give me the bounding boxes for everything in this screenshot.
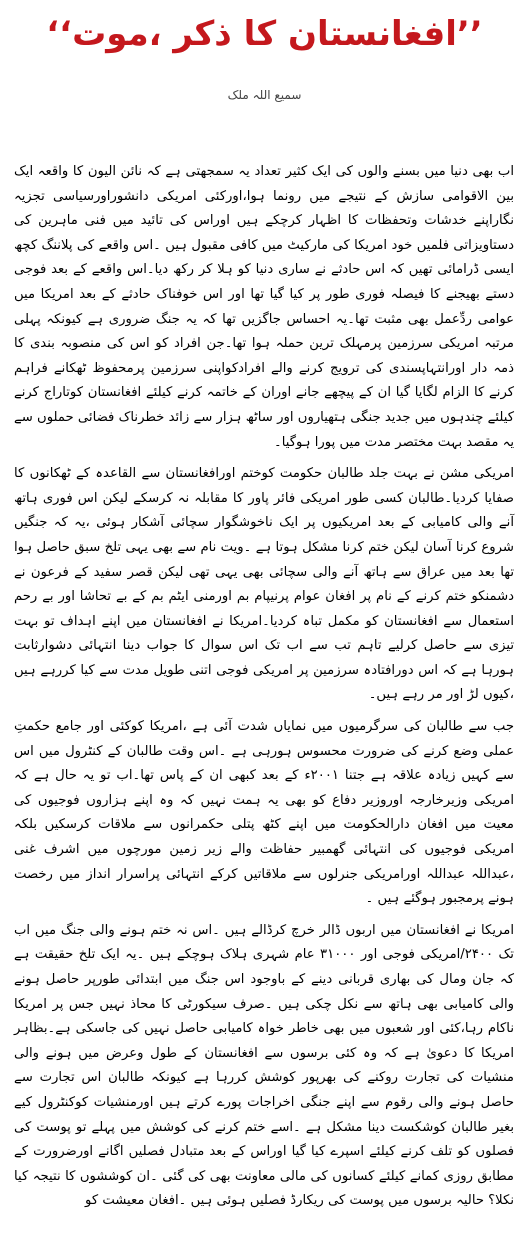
article-paragraph: امریکا نے افغانستان میں اربوں ڈالر خرچ کرڈالے ہیں ۔اس نہ ختم ہونے والی جنگ میں اب تک ۲۴۰۰/امریکی فوجی اور ۳۱۰۰۰ عام شہری ہلاک ہوچکے ہیں ۔یہ ایک تلخ حقیقت ہے کہ جان ومال کی بھاری قربانی دینے کے باوجود اس جنگ میں ابتدائی طورپر حاصل ہونے والی کامیابی بھی ہاتھ سے نکل چکی ہیں ۔صرف سیکورٹی کا محاذ نہیں جس پر امریکا ناکام رہا،کئی اور شعبوں میں بھی خاطر خواہ کامیابی حاصل نہیں کی جاسکی ہے۔بظاہر امریکا کا دعویٰ ہے کہ وہ کئی برسوں سے افغانستان کے طول وعرض میں ہونے والی منشیات کی تجارت روکنے کی بھرپور کوشش کررہا ہے کیونکہ طالبان اس تجارت سے حاصل ہونے والی رقوم سے اپنے جنگی اخراجات پورے کرتے ہیں اورمنشیات کوکنٹرول کیے بغیر طالبان کوشکست دینا مشکل ہے ۔اسے ختم کرنے کی کوشش میں پہلے تو پوست کی فصلوں کو تلف کرنے کیلئے اسپرے کیا گیا اوراس کے بعد متبادل فصلیں اگانے اورضرورت کے مطابق روزی کمانے کیلئے کسانوں کی مالی معاونت بھی کی گئی ۔ان کوششوں کا نتیجہ کیا نکلا؟ حالیہ برسوں میں پوست کی ریکارڈ فصلیں ہوئی ہیں ۔افغان معیشت کو xyxy=(14,922,514,1209)
article-body xyxy=(14,160,514,1221)
article-paragraph: امریکی مشن نے بہت جلد طالبان حکومت کوختم اورافغانستان سے القاعدہ کے ٹھکانوں کا صفایا کردیا۔طالبان کسی طور امریکی فائر پاور کا مقابلہ نہ کرسکے لیکن اس فوری ہاتھ آنے والی کامیابی کے بعد امریکیوں پر ایک ناخوشگوار سچائی آشکار ہوئی ،یہ کہ جنگیں شروع کرنا آسان لیکن ختم کرنا مشکل ہوتا ہے ۔ویت نام سے بھی یہی تلخ سبق حاصل ہوا تھا بعد میں عراق سے ہاتھ آنے والی سچائی بھی یہی تھی لیکن قصر سفید کے فرعون نے دشمنکو ختم کرنے کے نام پر افغان عوام پرنیپام بم اورمنی ایٹم بم کے بے تحاشا اور بے رحم استعمال سے افغانستان کو مکمل تباہ کردیا۔امریکا نے افغانستان میں اپنے اہداف تو بہت تیزی سے حاصل کرلیے تاہم تب سے اب تک اس سوال کا جواب دینا انتہائی دشوارثابت ہورہا ہے کہ اس دورافتادہ سرزمین پر امریکی فوجی اتنی طویل مدت سے کیا کررہے ہیں ،کیوں لڑ اور مر رہے ہیں۔ xyxy=(14,466,514,703)
article-author: سمیع اللہ ملک xyxy=(227,88,302,102)
article-paragraph: جب سے طالبان کی سرگرمیوں میں نمایاں شدت آئی ہے ،امریکا کوکئی اور جامع حکمتِ عملی وضع کرنے کی ضرورت محسوس ہورہی ہے ۔اس وقت طالبان کے کنٹرول میں اس سے کہیں زیادہ علاقہ ہے جتنا ۲۰۰۱ء کے بعد کبھی ان کے پاس تھا۔اب تو یہ حال ہے کہ امریکی وزیرخارجہ اوروزیر دفاع کو بھی یہ ہمت نہیں کہ وہ اپنے ہزاروں فوجیوں کی معیت میں افغان دارالحکومت میں اپنے کٹھ پتلی حکمرانوں سے ملاقات کرسکیں بلکہ امریکی فوجیوں کی انتہائی گھمبیر حفاظت والے زیر زمین مورچوں میں اشرف غنی ،عبداللہ عبداللہ اورامریکی جنرلوں سے ملاقاتیں کرکے انتہائی پراسرار انداز میں رخصت ہونے پرمجبور ہوگئے ہیں ۔ xyxy=(14,719,514,907)
article-title: ’’افغانستان کا ذکر ،موت‘‘ xyxy=(46,14,483,54)
article-paragraph: اب بھی دنیا میں بسنے والوں کی ایک کثیر تعداد یہ سمجھتی ہے کہ نائن الیون کا واقعہ ایک بین الاقوامی سازش کے نتیجے میں رونما ہوا،اورکئی امریکی دانشوراورسیاسی تجزیہ نگاراپنے خدشات وتحفظات کا اظہار کرچکے ہیں اوراس کی تائید میں فنی ماہرین کی دستاویزاتی فلمیں خود امریکا کی مارکیٹ میں کافی مقبول ہیں ۔اس واقعے کی پلاننگ کچھ ایسی ڈرامائی تھیں کہ اس حادثے نے ساری دنیا کو ہلا کر رکھ دیا۔اس واقعے کے بعد فوجی دستے بھیجنے کا فیصلہ فوری طور پر کیا گیا تھا اور اس خوفناک حادثے کے بعد امریکا میں عوامی ردِّعمل بھی مثبت تھا۔یہ احساس جاگزیں تھا کہ یہ جنگ ضروری ہے کیونکہ پہلی مرتبہ امریکی سرزمین پرمہلک ترین حملہ ہوا تھا۔جن افراد کو اس کی منصوبہ بندی کا ذمہ دار اورانتہاپسندی کی ترویج کرنے والے افرادکواپنی سرزمین پرمحفوظ ٹھکانے فراہم کرنے کا الزام لگایا گیا ان کے پیچھے جانے اوران کے خاتمہ کرنے کیلئے افغانستان کوتاراج کرنے کیلئے چندہوں میں جدید جنگی ہتھیاروں اور ساٹھ ہزار سے زائد خطرناک فضائی حملوں سے یہ مقصد بہت مختصر مدت میں پورا ہوگیا۔ xyxy=(14,164,514,450)
